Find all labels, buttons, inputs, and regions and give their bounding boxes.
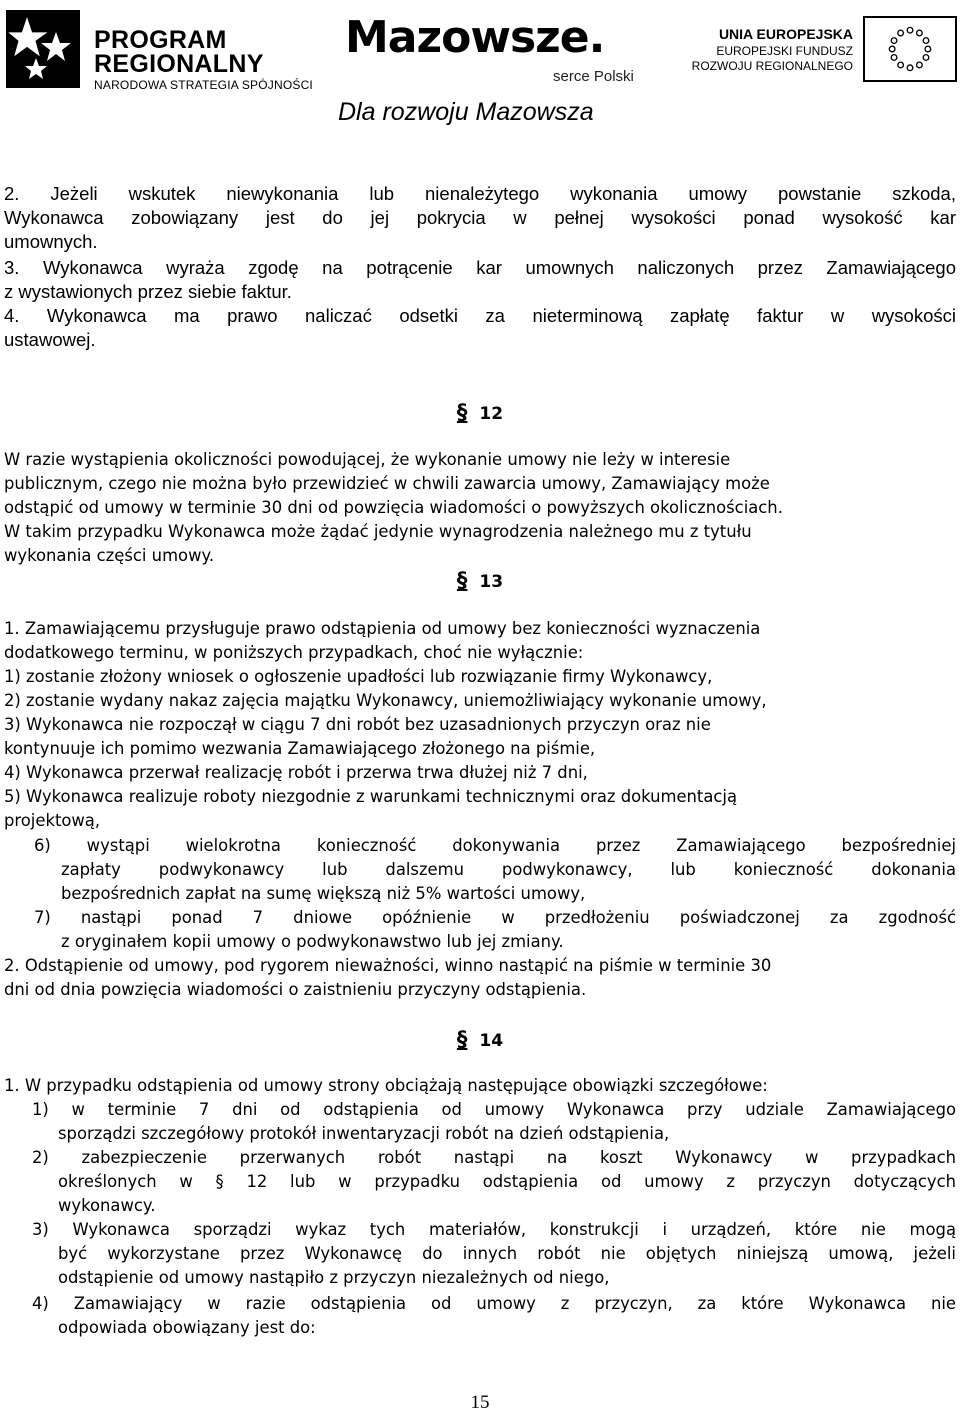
eu-flag-icon [863,16,957,82]
text-line: 1) zostanie złożony wniosek o ogłoszenie upadłości lub rozwiązanie firmy Wykonawcy, [4,667,713,686]
tagline: Dla rozwoju Mazowsza [338,98,594,126]
section-number: 13 [479,572,504,592]
mazowsze-logo [345,12,645,87]
eu-title: UNIA EUROPEJSKA [718,26,853,42]
text-line: 2. Odstąpienie od umowy, pod rygorem nieważności, winno nastąpić na piśmie w terminie 30 [4,956,772,975]
text-line: 2) zostanie wydany nakaz zajęcia majątku Wykonawcy, uniemożliwiający wykonanie umowy, [4,691,767,710]
text-line: bezpośrednich zapłat na sumę większą niż 5% wartości umowy, [61,884,586,903]
section-symbol: § [456,568,468,592]
section-12-paragraph [4,448,956,565]
text-line: 4) Zamawiający w razie odstąpienia od umowy z przyczyn, za które Wykonawca nie [32,1294,956,1313]
section-heading-12 [0,400,960,424]
star-emblem-icon [6,10,80,88]
text-line: określonych w § 12 lub w przypadku odstąpienia od umowy z przyczyn dotyczących [58,1172,956,1191]
text-line: 4. Wykonawca ma prawo naliczać odsetki za nieterminową zapłatę faktur w wysokości [4,305,956,326]
text-line: kontynuuje ich pomimo wezwania Zamawiającego złożonego na piśmie, [4,739,596,758]
text-line: 6) wystąpi wielokrotna konieczność dokonywania przez Zamawiającego bezpośredniej [34,836,956,855]
text-line: zapłaty podwykonawcy lub dalszemu podwykonawcy, lub konieczność dokonania [61,860,956,879]
section-symbol: § [456,400,468,424]
text-line: 1. Zamawiającemu przysługuje prawo odstąpienia od umowy bez konieczności wyznaczenia [4,619,761,638]
text-line: Wykonawca zobowiązany jest do jej pokrycia w pełnej wysokości ponad wysokość kar [4,207,956,228]
text-line: być wykorzystane przez Wykonawcę do innych robót nie objętych niniejszą umową, jeżeli [58,1244,956,1263]
text-line: 3) Wykonawca sporządzi wykaz tych materiałów, konstrukcji i urządzeń, które nie mogą [32,1220,956,1239]
text-line: odpowiada obowiązany jest do: [58,1318,316,1337]
text-line: 7) nastąpi ponad 7 dniowe opóźnienie w przedłożeniu poświadczonej za zgodność [34,908,956,927]
text-line: dodatkowego terminu, w poniższych przypadkach, choć nie wyłącznie: [4,643,584,662]
eu-fund-logo [691,16,957,86]
page-header [0,0,960,140]
text-line: z wystawionych przez siebie faktur. [4,281,292,302]
section-13-paragraph [4,617,956,999]
mazowsze-subtitle: serce Polski [553,68,634,85]
text-line: sporządzi szczegółowy protokół inwentaryzacji robót na dzień odstąpienia, [58,1124,670,1143]
text-line: dni od dnia powzięcia wiadomości o zaistnieniu przyczyny odstąpienia. [4,980,587,999]
text-line: W takim przypadku Wykonawca może żądać jedynie wynagrodzenia należnego mu z tytułu [4,522,752,541]
text-line: 2) zabezpieczenie przerwanych robót nastąpi na koszt Wykonawcy w przypadkach [32,1148,956,1167]
program-title: PROGRAM REGIONALNY [94,26,264,78]
text-line: 1) w terminie 7 dni od odstąpienia od umowy Wykonawca przy udziale Zamawiającego [32,1100,956,1119]
section-number: 12 [479,404,504,424]
section-14-paragraph [4,1074,956,1337]
section-number: 14 [479,1031,504,1051]
mazowsze-wordmark: Mazowsze. [345,12,605,63]
text-line: 1. W przypadku odstąpienia od umowy strony obciążają następujące obowiązki szczegółowe: [4,1076,768,1095]
text-line: umownych. [4,231,98,252]
text-line: publicznym, czego nie można było przewidzieć w chwili zawarcia umowy, Zamawiający może [4,474,770,493]
text-line: ustawowej. [4,329,96,350]
text-line: projektową, [4,811,101,830]
section-heading-13 [0,568,960,592]
text-line: 3. Wykonawca wyraża zgodę na potrącenie kar umownych naliczonych przez Zamawiającego [4,257,956,278]
text-line: z oryginałem kopii umowy o podwykonawstwo lub jej zmiany. [61,932,564,951]
text-line: wykonawcy. [58,1196,156,1215]
section-heading-14 [0,1027,960,1051]
text-line: 2. Jeżeli wskutek niewykonania lub nienależytego wykonania umowy powstanie szkoda, [4,183,956,204]
text-line: wykonania części umowy. [4,546,215,565]
text-line: odstąpić od umowy w terminie 30 dni od powzięcia wiadomości o powyższych okolicznościach. [4,498,783,517]
text-line: 3) Wykonawca nie rozpoczął w ciągu 7 dni robót bez uzasadnionych przyczyn oraz nie [4,715,711,734]
eu-fund-line: EUROPEJSKI FUNDUSZ [716,44,853,58]
eu-fund-line: ROZWOJU REGIONALNEGO [691,59,853,73]
text-line: W razie wystąpienia okoliczności powodującej, że wykonanie umowy nie leży w interesie [4,450,731,469]
text-line: odstąpienie od umowy nastąpiło z przyczyn niezależnych od niego, [58,1268,610,1287]
intro-paragraph [4,182,956,350]
page-number: 15 [470,1392,490,1413]
text-line: 4) Wykonawca przerwał realizację robót i przerwa trwa dłużej niż 7 dni, [4,763,588,782]
section-symbol: § [456,1027,468,1051]
program-regionalny-logo [6,10,313,92]
program-subtitle: NARODOWA STRATEGIA SPÓJNOŚCI [94,78,313,92]
text-line: 5) Wykonawca realizuje roboty niezgodnie z warunkami technicznymi oraz dokumentacją [4,787,738,806]
